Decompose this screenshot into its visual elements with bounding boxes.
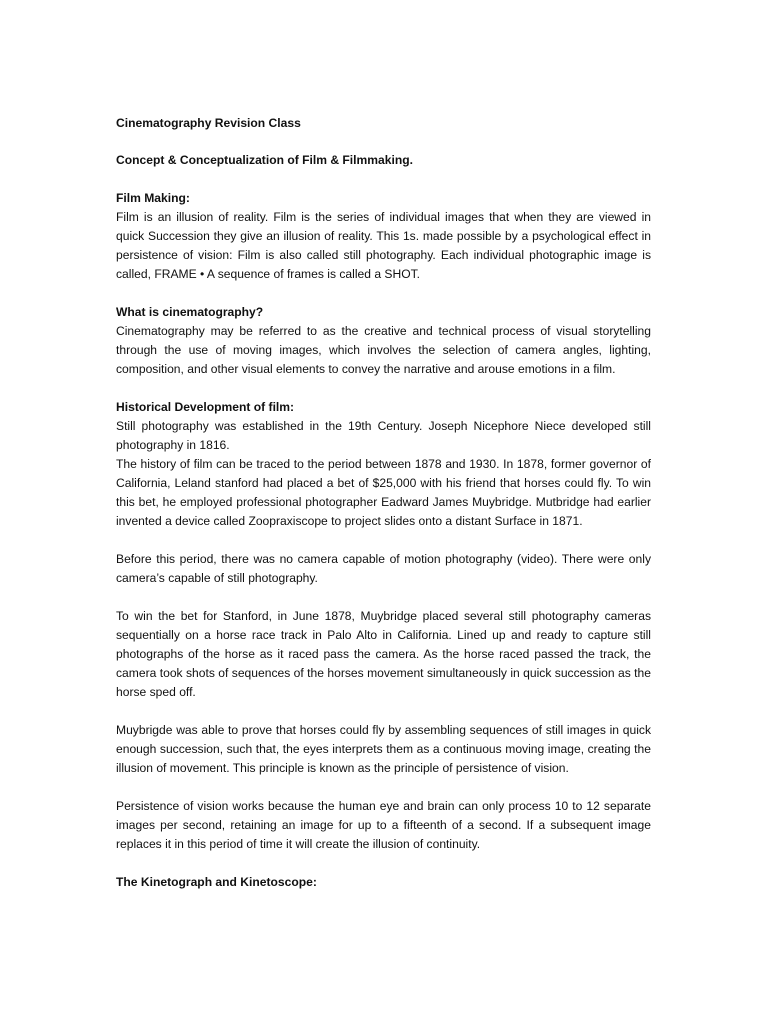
- paragraph-history-3: Before this period, there was no camera capable of motion photography (video). There were only camera’s capable of still photography.: [116, 552, 651, 585]
- spacer: [116, 284, 651, 303]
- document-subtitle: Concept & Conceptualization of Film & Filmmaking.: [116, 153, 413, 167]
- paragraph-history-4: To win the bet for Stanford, in June 1878, Muybridge placed several still photography cameras sequentially on a horse race track in Palo Alto in California. Lined up and ready to capture still photographs of the horse as it raced pass the camera. As the horse raced passed the track, the camera took shots of sequences of the horses movement simultaneously in quick succession as the horse sped off.: [116, 609, 651, 699]
- document-title: Cinematography Revision Class: [116, 116, 301, 130]
- spacer: [116, 854, 651, 873]
- heading-what-is-cinematography: What is cinematography?: [116, 305, 264, 319]
- spacer: [116, 379, 651, 398]
- paragraph-history-2: The history of film can be traced to the period between 1878 and 1930. In 1878, former governor of California, Leland stanford had placed a bet of $25,000 with his friend that horses could fly. To win this bet, he employed professional photographer Eadward James Muybridge. Mutbridge had earlier invented a device called Zoopraxiscope to project slides onto a distant Surface in 1871.: [116, 457, 651, 528]
- paragraph-history-5: Muybrigde was able to prove that horses could fly by assembling sequences of still images in quick enough succession, such that, the eyes interprets them as a continuous moving image, creating the illusion of movement. This principle is known as the principle of persistence of vision.: [116, 723, 651, 775]
- heading-historical-development: Historical Development of film:: [116, 400, 295, 414]
- spacer: [116, 588, 651, 607]
- paragraph-history-6: Persistence of vision works because the human eye and brain can only process 10 to 12 separate images per second, retaining an image for up to a fifteenth of a second. If a subsequent image replaces it in this period of time it will create the illusion of continuity.: [116, 799, 651, 851]
- heading-film-making: Film Making:: [116, 191, 190, 205]
- paragraph-film-making: Film is an illusion of reality. Film is the series of individual images that when they are viewed in quick Succession they give an illusion of reality. This 1s. made possible by a psychological effect in persistence of vision: Film is also called still photography. Each individual photographic image is called, FRAME • A sequence of frames is called a SHOT.: [116, 210, 651, 281]
- spacer: [116, 778, 651, 797]
- paragraph-what-is-cinematography: Cinematography may be referred to as the creative and technical process of visual storytelling through the use of moving images, which involves the selection of camera angles, lighting, composition, and other visual elements to convey the narrative and arouse emotions in a film.: [116, 324, 651, 376]
- spacer: [116, 702, 651, 721]
- heading-kinetograph: The Kinetograph and Kinetoscope:: [116, 875, 317, 889]
- paragraph-history-1: Still photography was established in the 19th Century. Joseph Nicephore Niece developed still photography in 1816.: [116, 419, 651, 452]
- spacer: [116, 531, 651, 550]
